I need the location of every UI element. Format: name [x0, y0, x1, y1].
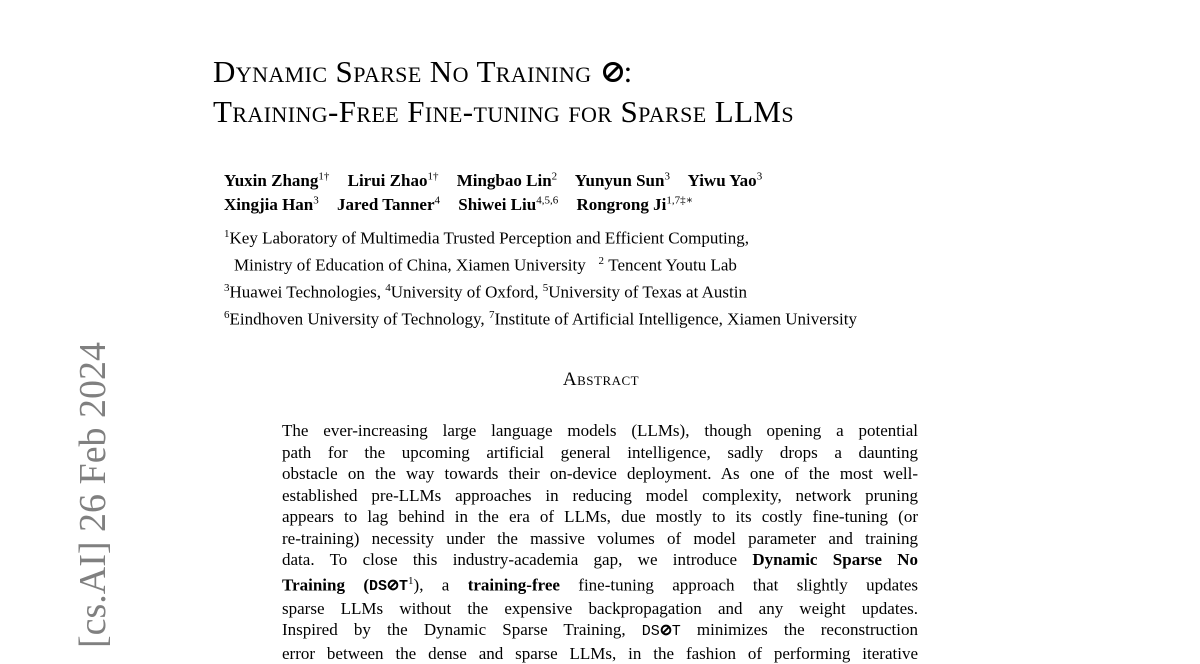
- no-entry-symbol-icon: [387, 579, 399, 591]
- abstract-line: path for the upcoming artificial general intelligence, sadly drops a daunting: [282, 442, 918, 462]
- abstract-text: fine-tuning approach that slightly updates: [578, 575, 918, 595]
- method-acronym-text: T: [671, 623, 681, 641]
- affil-mark: 2: [598, 255, 604, 268]
- abstract-heading: [0, 369, 1200, 391]
- author-affil-mark: 4: [434, 194, 440, 207]
- author: [458, 195, 558, 214]
- abstract-heading-text: Abstract: [562, 369, 640, 390]
- title-line-2: Training-Free Fine-tuning for Sparse LLMs: [213, 94, 795, 129]
- method-name-bold: ), a: [413, 575, 450, 595]
- affil-mark: 4: [385, 282, 391, 295]
- author-name: Yiwu Yao: [687, 170, 757, 190]
- author-name: Mingbao Lin: [456, 170, 552, 190]
- author-affil-mark: 1†: [427, 170, 439, 182]
- no-entry-symbol-icon: [602, 61, 624, 83]
- abstract-line: re-training) necessity under the massive volumes of model parameter and training: [282, 528, 918, 548]
- abstract-line: obstacle on the way towards their on-device deployment. As one of the most well-: [282, 464, 918, 483]
- author: [337, 195, 440, 214]
- author: [576, 195, 693, 214]
- affil-mark: 5: [542, 282, 549, 295]
- affiliation-text: Eindhoven University of Technology,: [229, 310, 485, 330]
- affiliation-row-4: [224, 304, 857, 331]
- training-free-bold: training-free: [467, 575, 560, 595]
- author-name: Yunyun Sun: [574, 170, 665, 190]
- author-name: Xingjia Han: [224, 195, 314, 215]
- method-acronym-text: DS: [641, 623, 660, 641]
- author-name: Lirui Zhao: [347, 170, 428, 190]
- affiliation-text: Key Laboratory of Multimedia Trusted Perception and Efficient Computing,: [229, 228, 750, 248]
- abstract-line: [282, 571, 918, 598]
- affiliation-row-3: [224, 277, 857, 304]
- author-affil-mark: 3: [756, 170, 763, 182]
- abstract-text: data. To close this industry-academia gap, we introduce: [282, 550, 737, 569]
- author-affil-mark: 3: [664, 170, 670, 182]
- abstract-line: appears to lag behind in the era of LLMs, due mostly to its costly fine-tuning (or: [282, 507, 918, 526]
- affiliation-text: Tencent Youtu Lab: [608, 255, 737, 275]
- affiliation-row-2: [224, 250, 857, 277]
- author: [224, 171, 329, 190]
- method-acronym-text: T: [399, 578, 409, 596]
- author: [348, 171, 439, 190]
- author-affil-mark: 2: [551, 170, 558, 182]
- affil-mark: 1: [224, 228, 230, 240]
- author-name: Yuxin Zhang: [224, 170, 319, 190]
- paper-title: [213, 52, 794, 132]
- method-acronym: [642, 623, 681, 640]
- affiliation-text: Huawei Technologies,: [229, 282, 381, 302]
- author-affil-mark: 4,5,6: [536, 194, 559, 207]
- author-name: Jared Tanner: [337, 195, 435, 215]
- affiliation-text: Institute of Artificial Intelligence, Xiamen University: [494, 310, 857, 330]
- arxiv-stamp-text: [cs.AI] 26 Feb 2024: [72, 341, 114, 648]
- arxiv-side-stamp: [22, 0, 114, 648]
- method-acronym-text: DS: [369, 578, 388, 596]
- author-affil-mark: 1,7‡∗: [666, 194, 694, 207]
- author-name: Rongrong Ji: [576, 195, 667, 215]
- affiliation-list: [224, 223, 857, 332]
- title-line-1: [213, 52, 794, 92]
- footnote-mark: 1: [408, 574, 414, 587]
- abstract-line: [282, 549, 918, 571]
- method-acronym: [369, 578, 408, 595]
- abstract-line: The ever-increasing large language models (LLMs), though opening a potential: [282, 421, 918, 440]
- abstract-line: error between the dense and sparse LLMs, in the fashion of performing iterative: [282, 643, 918, 663]
- abstract-text: minimizes the reconstruction: [696, 620, 918, 640]
- affil-mark: 3: [224, 282, 230, 295]
- abstract-line: sparse LLMs without the expensive backpropagation and any weight updates.: [282, 598, 918, 618]
- abstract-body: [282, 420, 918, 664]
- author-affil-mark: 1†: [318, 170, 330, 182]
- author: [575, 171, 670, 190]
- abstract-line: established pre-LLMs approaches in reducing model complexity, network pruning: [282, 485, 918, 505]
- no-entry-symbol-icon: [660, 624, 672, 636]
- author: [457, 171, 557, 190]
- abstract-line: [282, 619, 918, 643]
- method-name-bold: Dynamic Sparse No: [752, 550, 918, 569]
- author-name: Shiwei Liu: [458, 195, 537, 215]
- affil-mark: 6: [224, 309, 230, 322]
- author-row-2: [224, 191, 776, 216]
- affiliation-text: University of Texas at Austin: [548, 282, 747, 302]
- author: [224, 195, 319, 214]
- affil-mark: 7: [488, 309, 495, 322]
- affiliation-text: University of Oxford,: [390, 282, 539, 302]
- affiliation-row-1: [224, 223, 857, 250]
- author: [688, 171, 763, 190]
- author-row-1: [224, 166, 776, 191]
- method-name-bold: Training (: [282, 575, 369, 595]
- abstract-text: Inspired by the Dynamic Sparse Training,: [282, 620, 626, 640]
- affiliation-text: Ministry of Education of China, Xiamen University: [234, 255, 586, 275]
- title-line-1-text: Dynamic Sparse No Training: [213, 54, 592, 89]
- author-affil-mark: 3: [313, 194, 319, 207]
- author-list: [224, 166, 776, 215]
- title-line-1-suffix: :: [623, 54, 633, 89]
